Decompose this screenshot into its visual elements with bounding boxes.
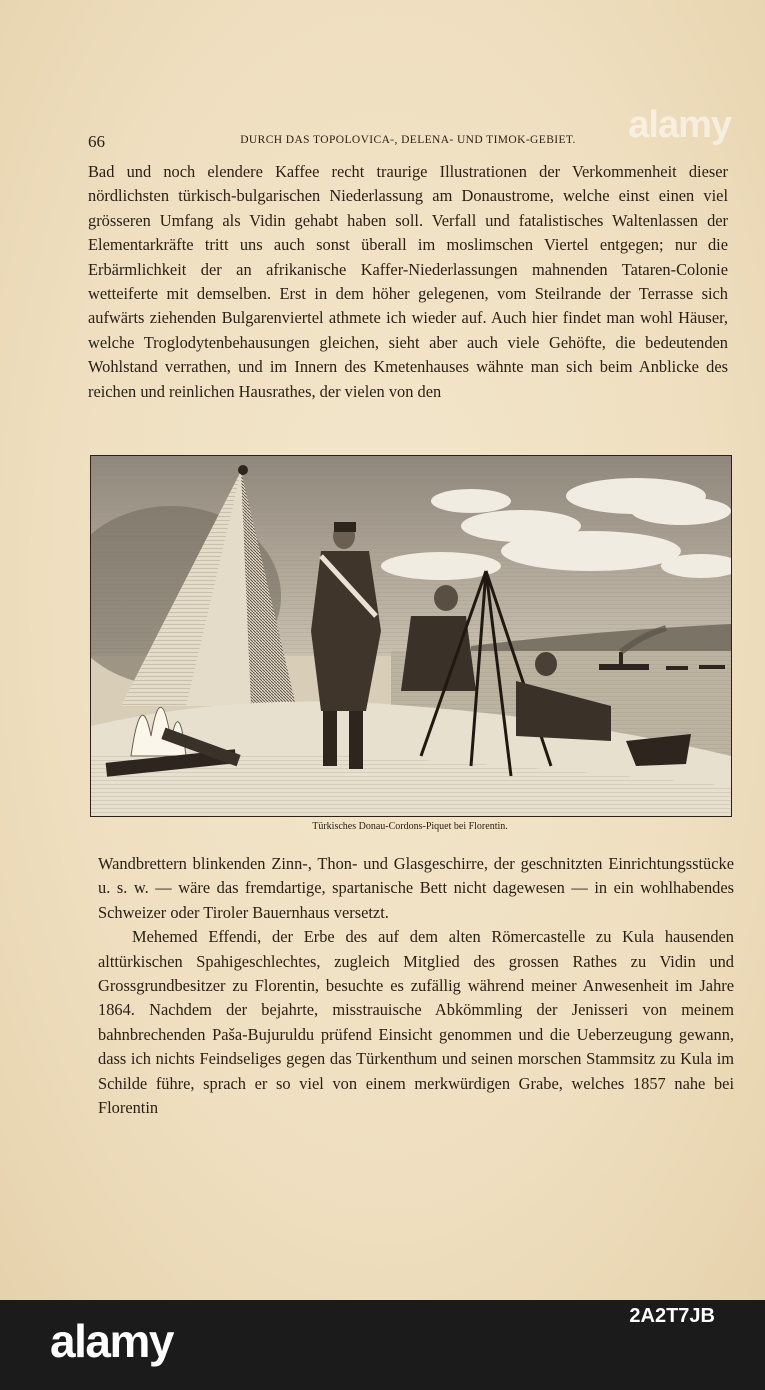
paragraph-2: Wandbrettern blinkenden Zinn-, Thon- und Glasgeschirre, der geschnitzten Einrichtungsstücke u. s. w. — wäre das fremdartige, spartanische Bett nicht dagewesen — in ein wohlhabendes Schweizer oder Tiroler Bauernhaus versetzt.	[98, 854, 734, 922]
footer-bar	[0, 1300, 765, 1390]
engraving-illustration	[90, 455, 732, 817]
engraving-svg	[91, 456, 731, 816]
page-number: 66	[88, 132, 105, 151]
paragraph-3: Mehemed Effendi, der Erbe des auf dem alten Römercastelle zu Kula hausenden alttürkischen Spahigeschlechtes, zugleich Mitglied des grossen Rathes zu Vidin und Grossgrundbesitzer zu Florentin, besuchte es zufällig während meiner Anwesenheit im Jahre 1864. Nachdem der bejahrte, misstrauische Abkömmling der Jenisseri von meinem bahnbrechenden Paša-Bujuruldu prüfend Einsicht genommen und die Ueberzeugung gewann, dass ich nichts Feindseliges gegen das Türkenthum und seinen morschen Stammsitz zu Kula im Schilde führe, sprach er so viel von einem merkwürdigen Grabe, welches 1857 nahe bei Florentin	[98, 927, 734, 1118]
watermark: alamy	[628, 104, 731, 146]
paragraph-2-3	[98, 852, 734, 1120]
paragraph-1: Bad und noch elendere Kaffee recht traurige Illustrationen der Verkommenheit dieser nördlichsten türkisch-bulgarischen Niederlassung am Donaustrome, welche einst einen viel grösseren Umfang als Vidin gehabt haben soll. Verfall und fatalistisches Waltenlassen der Elementarkräfte tritt uns auch sonst überall im moslimschen Viertel entgegen; nur die Erbärmlichkeit der an afrikanische Kaffer-Niederlassungen mahnenden Tataren-Colonie wetteiferte mit demselben. Erst in dem höher gelegenen, vom Steilrande der Terrasse sich aufwärts ziehenden Bulgarenviertel athmete ich wieder auf. Auch hier findet man wohl Häuser, welche Troglodytenbehausungen gleichen, sieht aber auch viele Gehöfte, die bedeutenden Wohlstand verrathen, und im Innern des Kmetenhauses wähnte man sich beim Anblicke des reichen und reinlichen Hausrathes, der vielen von den	[88, 162, 728, 401]
running-head: DURCH DAS TOPOLOVICA-, DELENA- UND TIMOK-GEBIET.	[240, 134, 576, 146]
image-id: 2A2T7JB	[629, 1305, 715, 1327]
figure-caption: Türkisches Donau-Cordons-Piquet bei Florentin.	[312, 821, 508, 832]
image-id-block	[629, 1305, 715, 1327]
brand-logo: alamy	[50, 1315, 173, 1367]
